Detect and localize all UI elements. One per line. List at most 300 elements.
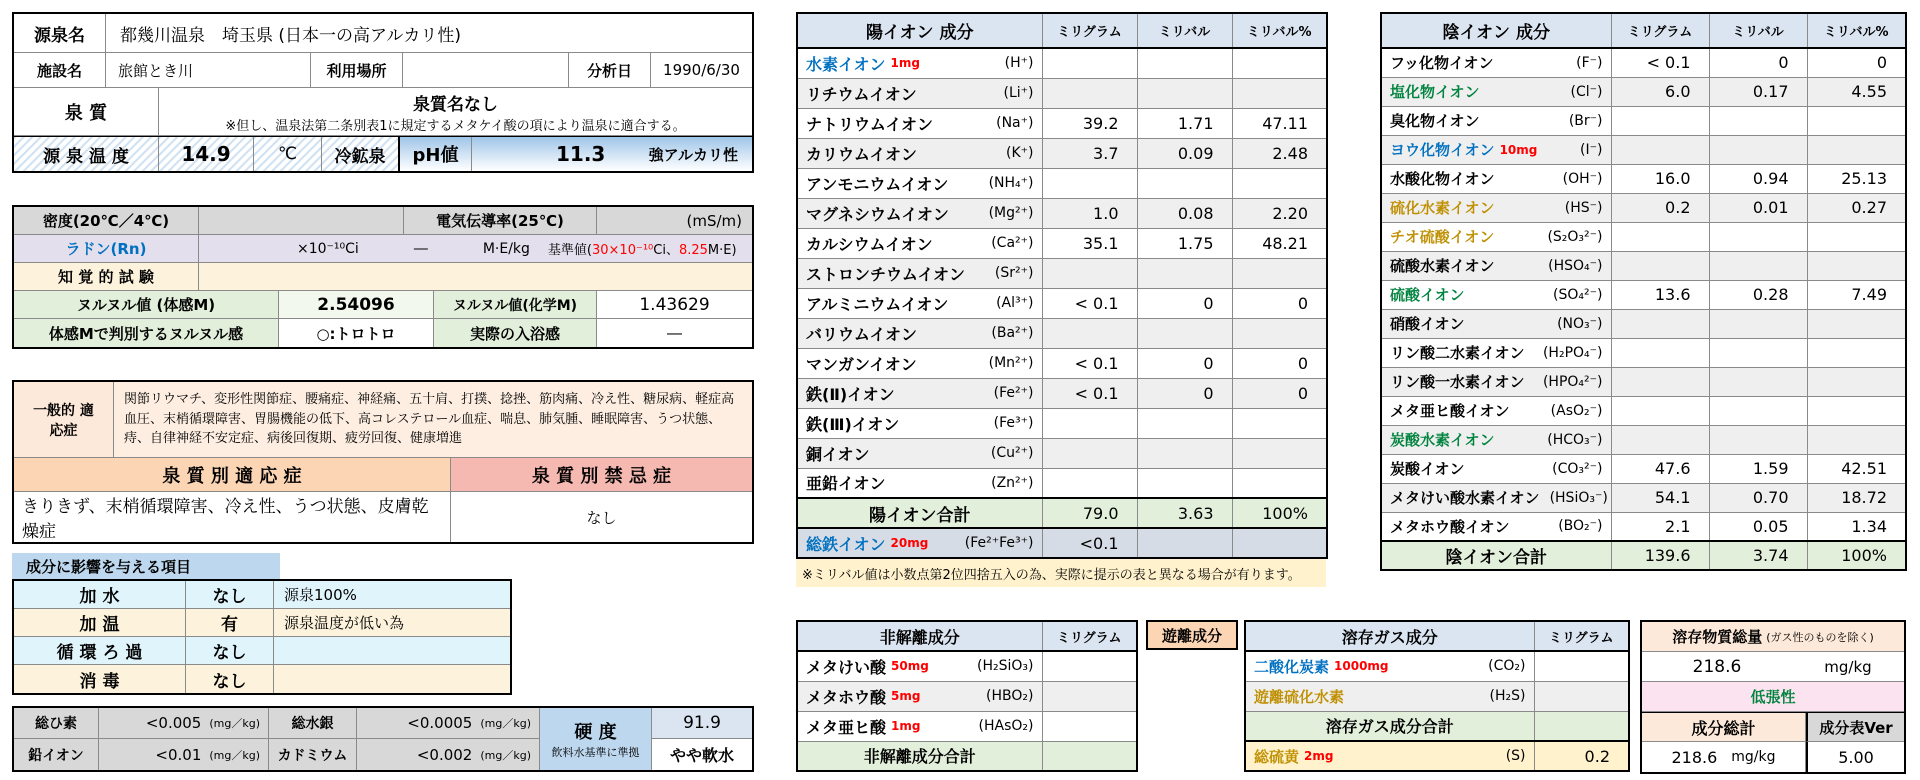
total-sulfur-formula: (S) [1505, 748, 1526, 764]
ion-mg: < 0.1 [1042, 378, 1137, 408]
ion-formula: (AsO₂⁻) [1550, 402, 1603, 419]
anion-row [1381, 164, 1906, 193]
col-milligram: ミリグラム [1042, 621, 1137, 651]
cadmium-value-cell [357, 739, 540, 770]
cation-row [797, 408, 1327, 438]
facility-value: 旅館とき川 [106, 53, 311, 88]
nurunu-feel-value: ○:トロトロ [279, 319, 434, 347]
ion-formula: (Na⁺) [996, 115, 1034, 131]
ion-mg [1611, 367, 1709, 396]
ion-mvalp [1232, 48, 1327, 78]
anion-total-mval: 3.74 [1709, 541, 1807, 570]
ion-mval: 1.59 [1709, 454, 1807, 483]
ion-mg: 1.0 [1042, 198, 1137, 228]
mercury-label: 総水銀 [269, 708, 357, 739]
ion-formula: (I⁻) [1580, 141, 1603, 158]
treatment-label: 加 温 [14, 609, 186, 637]
total-sulfur-note: 2mg [1304, 749, 1334, 763]
ion-formula: (BO₂⁻) [1558, 518, 1603, 535]
total-sulfur-mg: 0.2 [1534, 741, 1629, 771]
gas-row [1245, 651, 1629, 681]
trace-table [12, 706, 754, 772]
quality-label: 泉 質 [14, 88, 159, 136]
ion-name: カルシウムイオン [806, 234, 933, 254]
col-milligram: ミリグラム [1042, 13, 1137, 48]
ion-formula: (Mg²⁺) [988, 205, 1034, 221]
ion-mg: < 0.1 [1611, 48, 1709, 77]
ion-mvalp: 0 [1807, 48, 1906, 77]
ion-formula: (Ba²⁺) [991, 325, 1034, 341]
ion-mg [1611, 251, 1709, 280]
ion-mval [1709, 425, 1807, 454]
ion-mval: 0.01 [1709, 193, 1807, 222]
ion-name: 硝酸イオン [1390, 315, 1465, 333]
ion-formula: (Br⁻) [1568, 112, 1603, 129]
ion-name: アルミニウムイオン [806, 294, 949, 314]
ion-threshold-note: 1mg [890, 56, 920, 71]
cation-row [797, 438, 1327, 468]
col-milligram: ミリグラム [1611, 13, 1709, 48]
ion-mvalp: 0 [1232, 378, 1327, 408]
ion-mval: 0.17 [1709, 77, 1807, 106]
mercury-unit: (mg／kg) [480, 717, 531, 730]
ion-mvalp [1807, 135, 1906, 164]
ion-mg [1611, 338, 1709, 367]
ion-mvalp: 4.55 [1807, 77, 1906, 106]
undissociated-row [797, 681, 1137, 711]
undissociated-total-mg [1042, 741, 1137, 771]
dissolved-total-value: 218.6 [1642, 652, 1792, 682]
nurunu-kagaku-value: 1.43629 [597, 291, 752, 319]
ion-name: 亜鉛イオン [806, 474, 886, 494]
radon-row [199, 235, 752, 263]
cation-total-mval: 3.63 [1137, 498, 1232, 528]
anion-row [1381, 425, 1906, 454]
analysis-date-label: 分析日 [569, 53, 651, 88]
source-name-label: 源泉名 [14, 14, 106, 53]
treatment-row-kasui [14, 581, 510, 609]
anion-row [1381, 106, 1906, 135]
tonicity-value: 低張性 [1642, 682, 1904, 712]
ion-mvalp [1807, 106, 1906, 135]
anion-total-mvalp: 100% [1807, 541, 1906, 570]
ion-mvalp: 2.20 [1232, 198, 1327, 228]
component-name: メタけい酸 [806, 657, 887, 677]
anion-table [1380, 12, 1907, 571]
ion-mval [1709, 251, 1807, 280]
ion-mg [1611, 425, 1709, 454]
sensory-label: 知 覚 的 試 験 [14, 263, 199, 291]
ion-mvalp [1807, 309, 1906, 338]
ion-name: リチウムイオン [806, 84, 917, 104]
radon-dash: ― [413, 240, 428, 257]
ion-mg [1042, 168, 1137, 198]
temp-label: 源 泉 温 度 [14, 137, 159, 171]
ion-mval: 0.28 [1709, 280, 1807, 309]
gas-formula: (H₂S) [1489, 688, 1526, 704]
gas-header-row [1245, 621, 1629, 651]
treatment-label: 消 毒 [14, 665, 186, 693]
ion-mval [1137, 168, 1232, 198]
dissolved-total-unit: mg/kg [1792, 652, 1904, 682]
spring-class: 冷鉱泉 [322, 137, 400, 171]
cadmium-value: <0.002 [416, 745, 473, 764]
dissolved-total-note: (ガス性のものを除く) [1766, 630, 1874, 644]
cation-row [797, 108, 1327, 138]
ion-mval: 0 [1137, 378, 1232, 408]
lead-label: 鉛イオン [14, 739, 99, 770]
ion-name: メタホウ酸イオン [1390, 517, 1510, 536]
anion-rows [1381, 48, 1906, 541]
ion-mval: 0.70 [1709, 483, 1807, 512]
ion-name: メタけい酸水素イオン [1390, 489, 1540, 507]
ion-formula: (H⁺) [1004, 55, 1034, 72]
cation-row [797, 378, 1327, 408]
ion-mvalp [1232, 408, 1327, 438]
cation-row [797, 288, 1327, 318]
treatment-value: なし [186, 581, 274, 609]
ion-mvalp: 0 [1232, 348, 1327, 378]
ion-mvalp [1807, 222, 1906, 251]
cation-table [796, 12, 1328, 559]
physics-table [12, 205, 754, 349]
cation-row [797, 348, 1327, 378]
ion-name: 硫酸イオン [1390, 286, 1465, 304]
sensory-value [199, 263, 752, 291]
ion-mg: < 0.1 [1042, 348, 1137, 378]
ion-mval [1137, 318, 1232, 348]
component-table-version-value: 5.00 [1806, 742, 1904, 772]
anion-row [1381, 396, 1906, 425]
treatment-value: 有 [186, 609, 274, 637]
ion-mg [1042, 408, 1137, 438]
ion-mval [1137, 78, 1232, 108]
ion-mval: 0.94 [1709, 164, 1807, 193]
ion-mg [1611, 396, 1709, 425]
ion-formula: (Al³⁺) [996, 295, 1034, 311]
arsenic-unit: (mg／kg) [209, 717, 260, 730]
gas-title: 溶存ガス成分 [1245, 621, 1534, 651]
cation-row [797, 48, 1327, 78]
ion-name: 水素イオン [806, 54, 886, 74]
ion-mvalp [1232, 258, 1327, 288]
gas-rows [1245, 651, 1629, 711]
ion-mg: 2.1 [1611, 512, 1709, 541]
ion-mvalp: 48.21 [1232, 228, 1327, 258]
undissociated-row [797, 651, 1137, 681]
ion-mval [1709, 309, 1807, 338]
anion-row [1381, 77, 1906, 106]
undissociated-total-label: 非解離成分合計 [797, 741, 1042, 771]
ion-name: バリウムイオン [806, 324, 918, 344]
ion-mg [1611, 106, 1709, 135]
ion-formula: (F⁻) [1576, 54, 1603, 71]
cation-row [797, 78, 1327, 108]
mercury-value-cell [357, 708, 540, 739]
ion-formula: (Sr²⁺) [994, 265, 1034, 281]
ion-mvalp: 0 [1232, 288, 1327, 318]
arsenic-value-cell [99, 708, 269, 739]
treatment-note: 源泉100% [274, 581, 510, 609]
nurunu-taikan-label: ヌルヌル値 (体感M) [14, 291, 279, 319]
ion-mg: 35.1 [1042, 228, 1137, 258]
arsenic-value: <0.005 [145, 714, 202, 732]
treatment-label: 循 環 ろ 過 [14, 637, 186, 665]
ion-name: リン酸一水素イオン [1390, 373, 1525, 391]
anion-row [1381, 251, 1906, 280]
total-iron-formula: (Fe²⁺Fe³⁺) [964, 535, 1034, 551]
nurunu-kagaku-label: ヌルヌル値(化学M) [434, 291, 597, 319]
contraindications-text: なし [586, 508, 617, 527]
total-iron-mg: <0.1 [1042, 528, 1137, 558]
anion-row [1381, 48, 1906, 77]
ion-mval [1709, 367, 1807, 396]
ion-mval [1137, 408, 1232, 438]
component-threshold-note: 1mg [891, 719, 921, 733]
ion-mvalp: 0.27 [1807, 193, 1906, 222]
anion-row [1381, 222, 1906, 251]
col-millival-pct: ミリバル% [1232, 13, 1327, 48]
ion-formula: (Zn²⁺) [991, 474, 1034, 491]
ph-label: pH値 [400, 137, 472, 171]
col-millival: ミリバル [1709, 13, 1807, 48]
component-mg [1042, 651, 1137, 681]
ion-formula: (Li⁺) [1003, 85, 1034, 101]
ion-mg [1042, 438, 1137, 468]
ion-threshold-note: 10mg [1499, 142, 1538, 157]
cation-row [797, 168, 1327, 198]
ion-formula: (Fe²⁺) [993, 385, 1034, 401]
totals-table [1640, 620, 1906, 774]
ion-mg: 54.1 [1611, 483, 1709, 512]
component-name: メタホウ酸 [806, 687, 887, 707]
treatment-row-shodoku [14, 665, 510, 693]
ion-formula: (NO₃⁻) [1557, 315, 1603, 332]
ion-mg [1042, 258, 1137, 288]
gas-name: 遊離硫化水素 [1254, 687, 1345, 706]
treatment-note: 源泉温度が低い為 [274, 609, 510, 637]
ion-name: リン酸二水素イオン [1390, 344, 1525, 362]
ion-name: 水酸化物イオン [1390, 170, 1495, 188]
contraindications-label: 泉 質 別 禁 忌 症 [451, 458, 752, 492]
ion-mval: 0.09 [1137, 138, 1232, 168]
component-formula: (HAsO₂) [978, 718, 1034, 734]
component-total-value: 218.6 [1671, 747, 1718, 767]
hardness-label: 硬 度 [574, 722, 617, 743]
anion-row [1381, 454, 1906, 483]
ion-mvalp [1232, 318, 1327, 348]
undissociated-total-row [797, 741, 1137, 771]
undissociated-table [796, 620, 1138, 772]
ion-name: 硫酸水素イオン [1390, 257, 1495, 275]
anion-total-row [1381, 541, 1906, 570]
ion-name: チオ硫酸イオン [1390, 228, 1495, 246]
ion-name: ナトリウムイオン [806, 114, 934, 134]
place-value [403, 53, 569, 88]
ion-formula: (Ca²⁺) [991, 235, 1034, 251]
hardness-spacer [540, 739, 652, 770]
arsenic-label: 総ひ素 [14, 708, 99, 739]
ph-class: 強アルカリ性 [648, 145, 738, 164]
component-formula: (H₂SiO₃) [977, 658, 1034, 675]
cation-total-mg: 79.0 [1042, 498, 1137, 528]
ion-name: 塩化物イオン [1390, 83, 1480, 101]
treatment-header-band: 成分に影響を与える項目 [12, 553, 280, 579]
ph-value: 11.3 [556, 142, 606, 166]
lead-value-cell [99, 739, 269, 770]
place-label: 利用場所 [311, 53, 403, 88]
ion-name: メタ亜ヒ酸イオン [1390, 402, 1510, 420]
ion-formula: (CO₃²⁻) [1552, 460, 1603, 477]
ion-formula: (Fe³⁺) [993, 415, 1034, 431]
cation-row [797, 138, 1327, 168]
by-quality-indications-label: 泉 質 別 適 応 症 [14, 458, 451, 492]
ion-mg [1042, 318, 1137, 348]
gas-total-row [1245, 711, 1629, 741]
ion-mvalp: 47.11 [1232, 108, 1327, 138]
treatment-table [12, 579, 512, 695]
analysis-date-value: 1990/6/30 [651, 53, 752, 88]
anion-row [1381, 367, 1906, 396]
cation-title: 陽イオン 成分 [797, 13, 1042, 48]
gas-mg [1534, 651, 1629, 681]
ion-mg: 13.6 [1611, 280, 1709, 309]
ion-formula: (S₂O₃²⁻) [1547, 228, 1603, 245]
gas-table [1244, 620, 1630, 772]
ion-mval: 0 [1137, 288, 1232, 318]
ion-mg: 6.0 [1611, 77, 1709, 106]
ion-formula: (Cl⁻) [1570, 83, 1603, 100]
treatment-label: 加 水 [14, 581, 186, 609]
radon-label: ラドン(Rn) [14, 235, 199, 263]
cation-row [797, 198, 1327, 228]
quality-note: ※但し、温泉法第二条別表1に規定するメタケイ酸の項により温泉に適合する。 [225, 118, 686, 134]
undissociated-header-row [797, 621, 1137, 651]
component-mg [1042, 711, 1137, 741]
nurunu-taikan-value: 2.54096 [279, 291, 434, 319]
ion-mval [1137, 468, 1232, 498]
anion-row [1381, 280, 1906, 309]
ion-name: 鉄(Ⅱ)イオン [806, 384, 895, 404]
anion-row [1381, 135, 1906, 164]
ion-mvalp [1807, 396, 1906, 425]
ion-mvalp: 1.34 [1807, 512, 1906, 541]
ion-mvalp: 42.51 [1807, 454, 1906, 483]
anion-total-label: 陰イオン合計 [1381, 541, 1611, 570]
hardness-value: 91.9 [652, 708, 752, 739]
cation-row [797, 318, 1327, 348]
ion-mvalp: 7.49 [1807, 280, 1906, 309]
ion-mvalp [1232, 168, 1327, 198]
hardness-class: やや軟水 [669, 746, 734, 765]
ion-mval [1709, 106, 1807, 135]
anion-row [1381, 193, 1906, 222]
undissociated-rows [797, 651, 1137, 741]
source-info-table [12, 12, 754, 173]
anion-total-mg: 139.6 [1611, 541, 1709, 570]
bath-feel-label: 実際の入浴感 [434, 319, 597, 347]
ion-mval: 0 [1137, 348, 1232, 378]
ion-mvalp [1232, 468, 1327, 498]
treatment-row-kaon [14, 609, 510, 637]
density-value [199, 207, 404, 235]
component-threshold-note: 50mg [891, 659, 929, 674]
component-formula: (HBO₂) [986, 688, 1034, 704]
treatment-note [274, 665, 510, 693]
ion-name: マグネシウムイオン [806, 204, 949, 224]
total-sulfur-row [1245, 741, 1629, 771]
radon-standard-note: 基準値(30×10⁻¹⁰Ci、8.25M·E) [547, 243, 737, 258]
ion-mg [1611, 222, 1709, 251]
cation-total-row [797, 498, 1327, 528]
ion-formula: (HS⁻) [1564, 199, 1603, 216]
ion-name: 銅イオン [806, 444, 870, 464]
ion-formula: (K⁺) [1006, 145, 1034, 161]
ion-mg [1042, 468, 1137, 498]
ion-mg: 16.0 [1611, 164, 1709, 193]
ion-mg: 47.6 [1611, 454, 1709, 483]
col-millival-pct: ミリバル% [1807, 13, 1906, 48]
ion-name: フッ化物イオン [1390, 54, 1494, 73]
ion-name: 炭酸水素イオン [1390, 431, 1495, 449]
indications-table [12, 380, 754, 544]
general-indications-text: 関節リウマチ、変形性関節症、腰痛症、神経痛、五十肩、打撲、捻挫、筋肉痛、冷え性、糖尿病、軽症高血圧、末梢循環障害、胃腸機能の低下、高コレステロール血症、喘息、肺気腫、睡眠障害、うつ状態、痔、自律神経不安定症、病後回復期、疲労回復、健康増進 [114, 382, 752, 458]
component-mg [1042, 681, 1137, 711]
quality-cell [159, 88, 752, 136]
undissociated-title: 非解離成分 [797, 621, 1042, 651]
total-sulfur-label: 総硫黄 [1254, 747, 1300, 766]
ion-mvalp [1807, 338, 1906, 367]
ion-mval [1709, 338, 1807, 367]
quality-main: 泉質名なし [413, 94, 498, 115]
cation-row [797, 228, 1327, 258]
ion-mval: 1.75 [1137, 228, 1232, 258]
treatment-value: なし [186, 665, 274, 693]
lead-value: <0.01 [155, 745, 202, 764]
ion-mvalp [1232, 78, 1327, 108]
anion-row [1381, 483, 1906, 512]
ion-name: 臭化物イオン [1390, 112, 1480, 130]
free-components-label: 遊離成分 [1146, 620, 1238, 650]
ion-mvalp [1807, 251, 1906, 280]
ion-formula: (Mn²⁺) [988, 355, 1034, 371]
ion-mval: 0.08 [1137, 198, 1232, 228]
cation-rows [797, 48, 1327, 498]
cadmium-unit: (mg／kg) [480, 748, 531, 762]
ion-name: アンモニウムイオン [806, 174, 949, 194]
cation-header-row [797, 13, 1327, 48]
general-indications-label: 一般的 適応症 [14, 382, 114, 458]
anion-title: 陰イオン 成分 [1381, 13, 1611, 48]
ion-mg [1611, 309, 1709, 338]
component-threshold-note: 5mg [891, 689, 921, 703]
dissolved-total-header [1642, 622, 1904, 652]
mercury-value: <0.0005 [407, 714, 473, 732]
ion-mg: 0.2 [1611, 193, 1709, 222]
anion-header-row [1381, 13, 1906, 48]
cadmium-label: カドミウム [269, 739, 357, 770]
ion-mg [1042, 78, 1137, 108]
ion-mval: 1.71 [1137, 108, 1232, 138]
ion-name: カリウムイオン [806, 144, 918, 164]
total-iron-label: 総鉄イオン [806, 534, 886, 554]
ion-mg: 39.2 [1042, 108, 1137, 138]
total-iron-row [797, 528, 1327, 558]
anion-row [1381, 512, 1906, 541]
col-milligram: ミリグラム [1534, 621, 1629, 651]
ion-mval [1709, 222, 1807, 251]
ion-mvalp: 25.13 [1807, 164, 1906, 193]
